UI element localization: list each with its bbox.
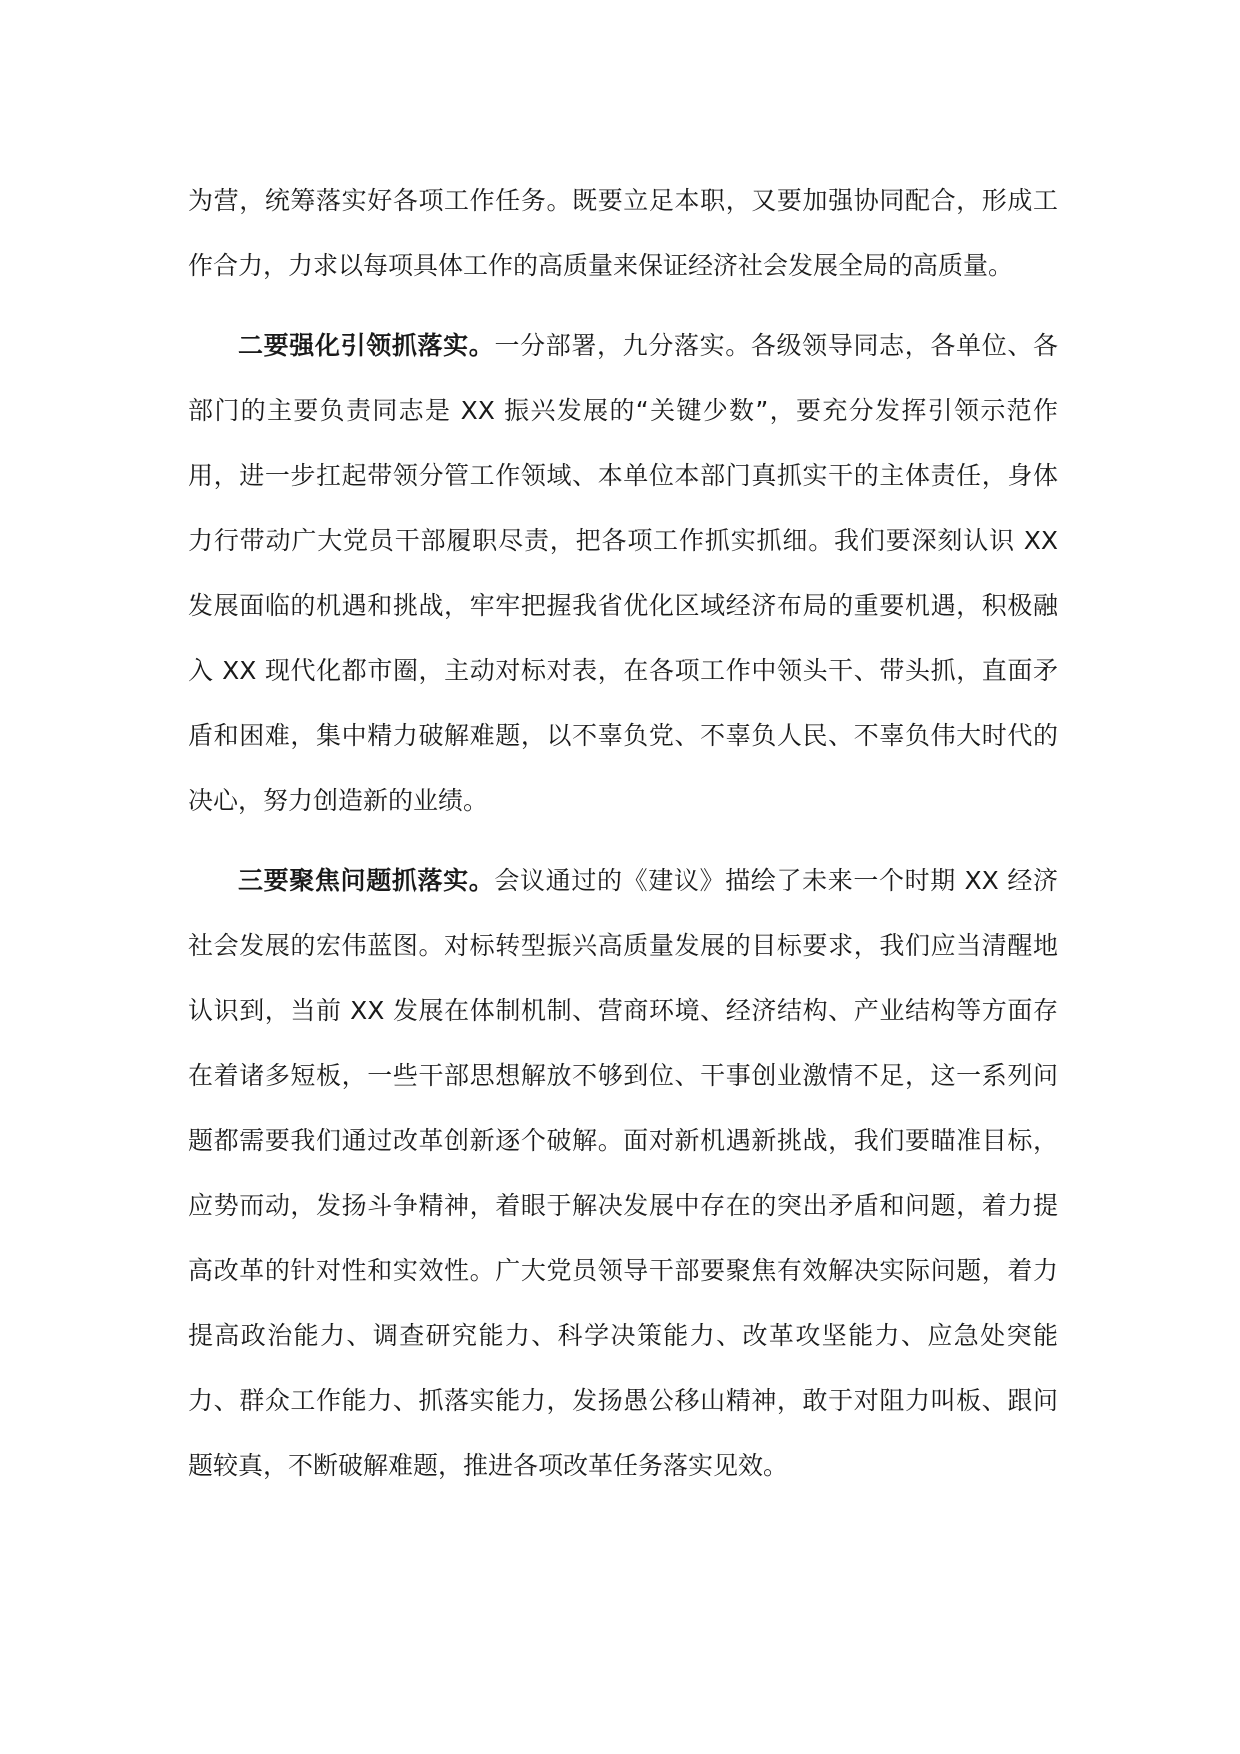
paragraph-leadership: [188, 313, 1058, 833]
paragraph-text: 会议通过的《建议》描绘了未来一个时期 XX 经济社会发展的宏伟蓝图。对标转型振兴高质量发展的目标要求，我们应当清醒地认识到，当前 XX 发展在体制机制、营商环境、经济结构、产业结构等方面存在着诸多短板，一些干部思想解放不够到位、干事创业激情不足，这一系列问题都需要我们通过改革创新逐个破解。面对新机遇新挑战，我们要瞄准目标，应势而动，发扬斗争精神，着眼于解决发展中存在的突出矛盾和问题，着力提高改革的针对性和实效性。广大党员领导干部要聚焦有效解决实际问题，着力提高政治能力、调查研究能力、科学决策能力、改革攻坚能力、应急处突能力、群众工作能力、抓落实能力，发扬愚公移山精神，敢于对阻力叫板、跟问题较真，不断破解难题，推进各项改革任务落实见效。: [188, 866, 1058, 1480]
paragraph-text: 为营，统筹落实好各项工作任务。既要立足本职，又要加强协同配合，形成工作合力，力求以每项具体工作的高质量来保证经济社会发展全局的高质量。: [188, 186, 1058, 280]
paragraph-continuation: [188, 168, 1058, 298]
paragraph-problems: [188, 848, 1058, 1498]
paragraph-text: 一分部署，九分落实。各级领导同志，各单位、各部门的主要负责同志是 XX 振兴发展的“关键少数”，要充分发挥引领示范作用，进一步扛起带领分管工作领域、本单位本部门真抓实干的主体责任，身体力行带动广大党员干部履职尽责，把各项工作抓实抓细。我们要深刻认识 XX 发展面临的机遇和挑战，牢牢把握我省优化区域经济布局的重要机遇，积极融入 XX 现代化都市圈，主动对标对表，在各项工作中领头干、带头抓，直面矛盾和困难，集中精力破解难题，以不辜负党、不辜负人民、不辜负伟大时代的决心，努力创造新的业绩。: [188, 331, 1058, 815]
paragraph-gap: [188, 298, 1058, 313]
paragraph-heading: 三要聚焦问题抓落实。: [238, 866, 495, 895]
document-page: [188, 168, 1058, 1498]
paragraph-gap: [188, 833, 1058, 848]
paragraph-heading: 二要强化引领抓落实。: [238, 331, 495, 360]
